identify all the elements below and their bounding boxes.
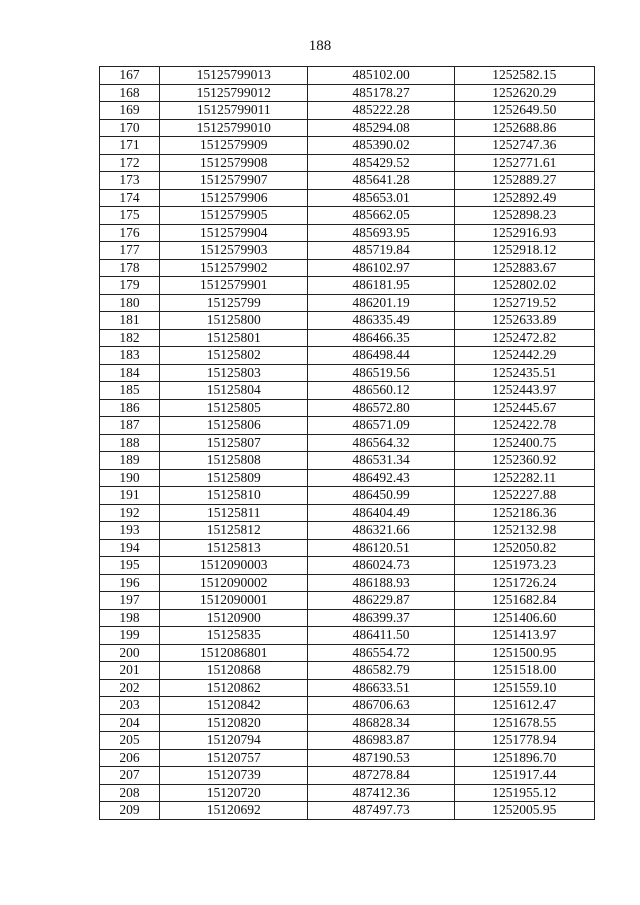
x-coordinate-cell: 486120.51: [308, 539, 454, 557]
row-number-cell: 175: [100, 207, 160, 225]
x-coordinate-cell: 486181.95: [308, 277, 454, 295]
x-coordinate-cell: 486582.79: [308, 662, 454, 680]
point-id-cell: 15125804: [160, 382, 308, 400]
row-number-cell: 171: [100, 137, 160, 155]
row-number-cell: 199: [100, 627, 160, 645]
y-coordinate-cell: 1252442.29: [454, 347, 594, 365]
row-number-cell: 195: [100, 557, 160, 575]
y-coordinate-cell: 1252916.93: [454, 224, 594, 242]
point-id-cell: 1512579906: [160, 189, 308, 207]
table-row: [100, 434, 595, 452]
row-number-cell: 183: [100, 347, 160, 365]
table-row: [100, 294, 595, 312]
y-coordinate-cell: 1252620.29: [454, 84, 594, 102]
row-number-cell: 184: [100, 364, 160, 382]
x-coordinate-cell: 486492.43: [308, 469, 454, 487]
table-row: [100, 119, 595, 137]
x-coordinate-cell: 486450.99: [308, 487, 454, 505]
row-number-cell: 169: [100, 102, 160, 120]
x-coordinate-cell: 486706.63: [308, 697, 454, 715]
x-coordinate-cell: 486498.44: [308, 347, 454, 365]
table-row: [100, 714, 595, 732]
x-coordinate-cell: 487412.36: [308, 784, 454, 802]
x-coordinate-cell: 486633.51: [308, 679, 454, 697]
y-coordinate-cell: 1251896.70: [454, 749, 594, 767]
y-coordinate-cell: 1252898.23: [454, 207, 594, 225]
table-row: [100, 364, 595, 382]
row-number-cell: 174: [100, 189, 160, 207]
coordinates-table: [99, 66, 595, 820]
x-coordinate-cell: 486571.09: [308, 417, 454, 435]
y-coordinate-cell: 1251559.10: [454, 679, 594, 697]
y-coordinate-cell: 1252422.78: [454, 417, 594, 435]
table-row: [100, 697, 595, 715]
table-row: [100, 784, 595, 802]
table-row: [100, 224, 595, 242]
y-coordinate-cell: 1252400.75: [454, 434, 594, 452]
row-number-cell: 209: [100, 802, 160, 820]
row-number-cell: 190: [100, 469, 160, 487]
table-row: [100, 522, 595, 540]
table-row: [100, 627, 595, 645]
table-row: [100, 609, 595, 627]
table-row: [100, 557, 595, 575]
y-coordinate-cell: 1251406.60: [454, 609, 594, 627]
y-coordinate-cell: 1252649.50: [454, 102, 594, 120]
table-row: [100, 189, 595, 207]
x-coordinate-cell: 486201.19: [308, 294, 454, 312]
y-coordinate-cell: 1251612.47: [454, 697, 594, 715]
table-row: [100, 539, 595, 557]
y-coordinate-cell: 1252582.15: [454, 67, 594, 85]
y-coordinate-cell: 1251413.97: [454, 627, 594, 645]
point-id-cell: 15125801: [160, 329, 308, 347]
y-coordinate-cell: 1252771.61: [454, 154, 594, 172]
y-coordinate-cell: 1252633.89: [454, 312, 594, 330]
y-coordinate-cell: 1251500.95: [454, 644, 594, 662]
table-row: [100, 347, 595, 365]
x-coordinate-cell: 485429.52: [308, 154, 454, 172]
row-number-cell: 167: [100, 67, 160, 85]
y-coordinate-cell: 1252747.36: [454, 137, 594, 155]
table-row: [100, 137, 595, 155]
row-number-cell: 198: [100, 609, 160, 627]
row-number-cell: 170: [100, 119, 160, 137]
point-id-cell: 15125808: [160, 452, 308, 470]
y-coordinate-cell: 1252132.98: [454, 522, 594, 540]
row-number-cell: 202: [100, 679, 160, 697]
x-coordinate-cell: 485102.00: [308, 67, 454, 85]
row-number-cell: 194: [100, 539, 160, 557]
x-coordinate-cell: 486554.72: [308, 644, 454, 662]
row-number-cell: 197: [100, 592, 160, 610]
x-coordinate-cell: 486531.34: [308, 452, 454, 470]
point-id-cell: 1512090003: [160, 557, 308, 575]
table-row: [100, 452, 595, 470]
x-coordinate-cell: 485653.01: [308, 189, 454, 207]
point-id-cell: 1512090002: [160, 574, 308, 592]
point-id-cell: 15125799013: [160, 67, 308, 85]
point-id-cell: 15125803: [160, 364, 308, 382]
x-coordinate-cell: 485641.28: [308, 172, 454, 190]
table-row: [100, 732, 595, 750]
y-coordinate-cell: 1252802.02: [454, 277, 594, 295]
table-row: [100, 679, 595, 697]
row-number-cell: 179: [100, 277, 160, 295]
y-coordinate-cell: 1252443.97: [454, 382, 594, 400]
y-coordinate-cell: 1251678.55: [454, 714, 594, 732]
row-number-cell: 178: [100, 259, 160, 277]
row-number-cell: 187: [100, 417, 160, 435]
y-coordinate-cell: 1251917.44: [454, 767, 594, 785]
point-id-cell: 15125799010: [160, 119, 308, 137]
table-row: [100, 172, 595, 190]
table-row: [100, 399, 595, 417]
row-number-cell: 186: [100, 399, 160, 417]
point-id-cell: 15125813: [160, 539, 308, 557]
y-coordinate-cell: 1252445.67: [454, 399, 594, 417]
y-coordinate-cell: 1252472.82: [454, 329, 594, 347]
row-number-cell: 180: [100, 294, 160, 312]
x-coordinate-cell: 486102.97: [308, 259, 454, 277]
page-number: 188: [308, 38, 332, 54]
point-id-cell: 15120720: [160, 784, 308, 802]
point-id-cell: 15125799: [160, 294, 308, 312]
table-row: [100, 67, 595, 85]
row-number-cell: 172: [100, 154, 160, 172]
table-row: [100, 644, 595, 662]
x-coordinate-cell: 486466.35: [308, 329, 454, 347]
table-row: [100, 749, 595, 767]
table-row: [100, 259, 595, 277]
point-id-cell: 15125809: [160, 469, 308, 487]
table-row: [100, 469, 595, 487]
x-coordinate-cell: 486188.93: [308, 574, 454, 592]
point-id-cell: 15120862: [160, 679, 308, 697]
point-id-cell: 1512579901: [160, 277, 308, 295]
y-coordinate-cell: 1252435.51: [454, 364, 594, 382]
point-id-cell: 15120842: [160, 697, 308, 715]
table-row: [100, 329, 595, 347]
y-coordinate-cell: 1251973.23: [454, 557, 594, 575]
point-id-cell: 15125811: [160, 504, 308, 522]
point-id-cell: 15125810: [160, 487, 308, 505]
point-id-cell: 15125835: [160, 627, 308, 645]
table-row: [100, 592, 595, 610]
table-row: [100, 417, 595, 435]
y-coordinate-cell: 1251682.84: [454, 592, 594, 610]
point-id-cell: 15120820: [160, 714, 308, 732]
x-coordinate-cell: 486399.37: [308, 609, 454, 627]
y-coordinate-cell: 1252889.27: [454, 172, 594, 190]
point-id-cell: 15125806: [160, 417, 308, 435]
row-number-cell: 196: [100, 574, 160, 592]
y-coordinate-cell: 1252688.86: [454, 119, 594, 137]
y-coordinate-cell: 1252360.92: [454, 452, 594, 470]
x-coordinate-cell: 486411.50: [308, 627, 454, 645]
x-coordinate-cell: 487278.84: [308, 767, 454, 785]
x-coordinate-cell: 486519.56: [308, 364, 454, 382]
x-coordinate-cell: 485390.02: [308, 137, 454, 155]
point-id-cell: 1512579909: [160, 137, 308, 155]
point-id-cell: 15125802: [160, 347, 308, 365]
row-number-cell: 177: [100, 242, 160, 260]
point-id-cell: 1512579908: [160, 154, 308, 172]
y-coordinate-cell: 1252918.12: [454, 242, 594, 260]
y-coordinate-cell: 1252227.88: [454, 487, 594, 505]
table-row: [100, 574, 595, 592]
row-number-cell: 168: [100, 84, 160, 102]
point-id-cell: 1512579907: [160, 172, 308, 190]
row-number-cell: 203: [100, 697, 160, 715]
point-id-cell: 1512579902: [160, 259, 308, 277]
table-row: [100, 154, 595, 172]
point-id-cell: 15120900: [160, 609, 308, 627]
point-id-cell: 15120692: [160, 802, 308, 820]
table-row: [100, 767, 595, 785]
row-number-cell: 189: [100, 452, 160, 470]
point-id-cell: 15120868: [160, 662, 308, 680]
x-coordinate-cell: 485662.05: [308, 207, 454, 225]
point-id-cell: 15125807: [160, 434, 308, 452]
point-id-cell: 1512086801: [160, 644, 308, 662]
x-coordinate-cell: 485294.08: [308, 119, 454, 137]
x-coordinate-cell: 485693.95: [308, 224, 454, 242]
x-coordinate-cell: 486024.73: [308, 557, 454, 575]
x-coordinate-cell: 485719.84: [308, 242, 454, 260]
row-number-cell: 185: [100, 382, 160, 400]
x-coordinate-cell: 486828.34: [308, 714, 454, 732]
x-coordinate-cell: 486564.32: [308, 434, 454, 452]
x-coordinate-cell: 485178.27: [308, 84, 454, 102]
row-number-cell: 176: [100, 224, 160, 242]
point-id-cell: 15125812: [160, 522, 308, 540]
point-id-cell: 1512579903: [160, 242, 308, 260]
table-row: [100, 312, 595, 330]
x-coordinate-cell: 487190.53: [308, 749, 454, 767]
y-coordinate-cell: 1252050.82: [454, 539, 594, 557]
y-coordinate-cell: 1252186.36: [454, 504, 594, 522]
point-id-cell: 1512579905: [160, 207, 308, 225]
y-coordinate-cell: 1252282.11: [454, 469, 594, 487]
table-row: [100, 102, 595, 120]
x-coordinate-cell: 486572.80: [308, 399, 454, 417]
y-coordinate-cell: 1252005.95: [454, 802, 594, 820]
row-number-cell: 207: [100, 767, 160, 785]
row-number-cell: 182: [100, 329, 160, 347]
row-number-cell: 201: [100, 662, 160, 680]
point-id-cell: 15125799012: [160, 84, 308, 102]
point-id-cell: 15120757: [160, 749, 308, 767]
row-number-cell: 181: [100, 312, 160, 330]
point-id-cell: 15120794: [160, 732, 308, 750]
table-row: [100, 277, 595, 295]
table-row: [100, 802, 595, 820]
x-coordinate-cell: 486404.49: [308, 504, 454, 522]
point-id-cell: 15120739: [160, 767, 308, 785]
x-coordinate-cell: 486983.87: [308, 732, 454, 750]
y-coordinate-cell: 1251518.00: [454, 662, 594, 680]
table-row: [100, 487, 595, 505]
table-row: [100, 504, 595, 522]
row-number-cell: 191: [100, 487, 160, 505]
table-row: [100, 382, 595, 400]
x-coordinate-cell: 486229.87: [308, 592, 454, 610]
x-coordinate-cell: 486321.66: [308, 522, 454, 540]
point-id-cell: 15125799011: [160, 102, 308, 120]
x-coordinate-cell: 486335.49: [308, 312, 454, 330]
row-number-cell: 204: [100, 714, 160, 732]
row-number-cell: 208: [100, 784, 160, 802]
table-row: [100, 207, 595, 225]
y-coordinate-cell: 1251955.12: [454, 784, 594, 802]
point-id-cell: 1512090001: [160, 592, 308, 610]
y-coordinate-cell: 1251778.94: [454, 732, 594, 750]
point-id-cell: 1512579904: [160, 224, 308, 242]
row-number-cell: 206: [100, 749, 160, 767]
row-number-cell: 192: [100, 504, 160, 522]
y-coordinate-cell: 1252883.67: [454, 259, 594, 277]
x-coordinate-cell: 486560.12: [308, 382, 454, 400]
x-coordinate-cell: 487497.73: [308, 802, 454, 820]
point-id-cell: 15125800: [160, 312, 308, 330]
row-number-cell: 173: [100, 172, 160, 190]
row-number-cell: 205: [100, 732, 160, 750]
y-coordinate-cell: 1252719.52: [454, 294, 594, 312]
row-number-cell: 200: [100, 644, 160, 662]
y-coordinate-cell: 1252892.49: [454, 189, 594, 207]
table-row: [100, 242, 595, 260]
row-number-cell: 193: [100, 522, 160, 540]
coordinates-table-body: [100, 67, 595, 820]
y-coordinate-cell: 1251726.24: [454, 574, 594, 592]
x-coordinate-cell: 485222.28: [308, 102, 454, 120]
table-row: [100, 662, 595, 680]
point-id-cell: 15125805: [160, 399, 308, 417]
table-row: [100, 84, 595, 102]
row-number-cell: 188: [100, 434, 160, 452]
